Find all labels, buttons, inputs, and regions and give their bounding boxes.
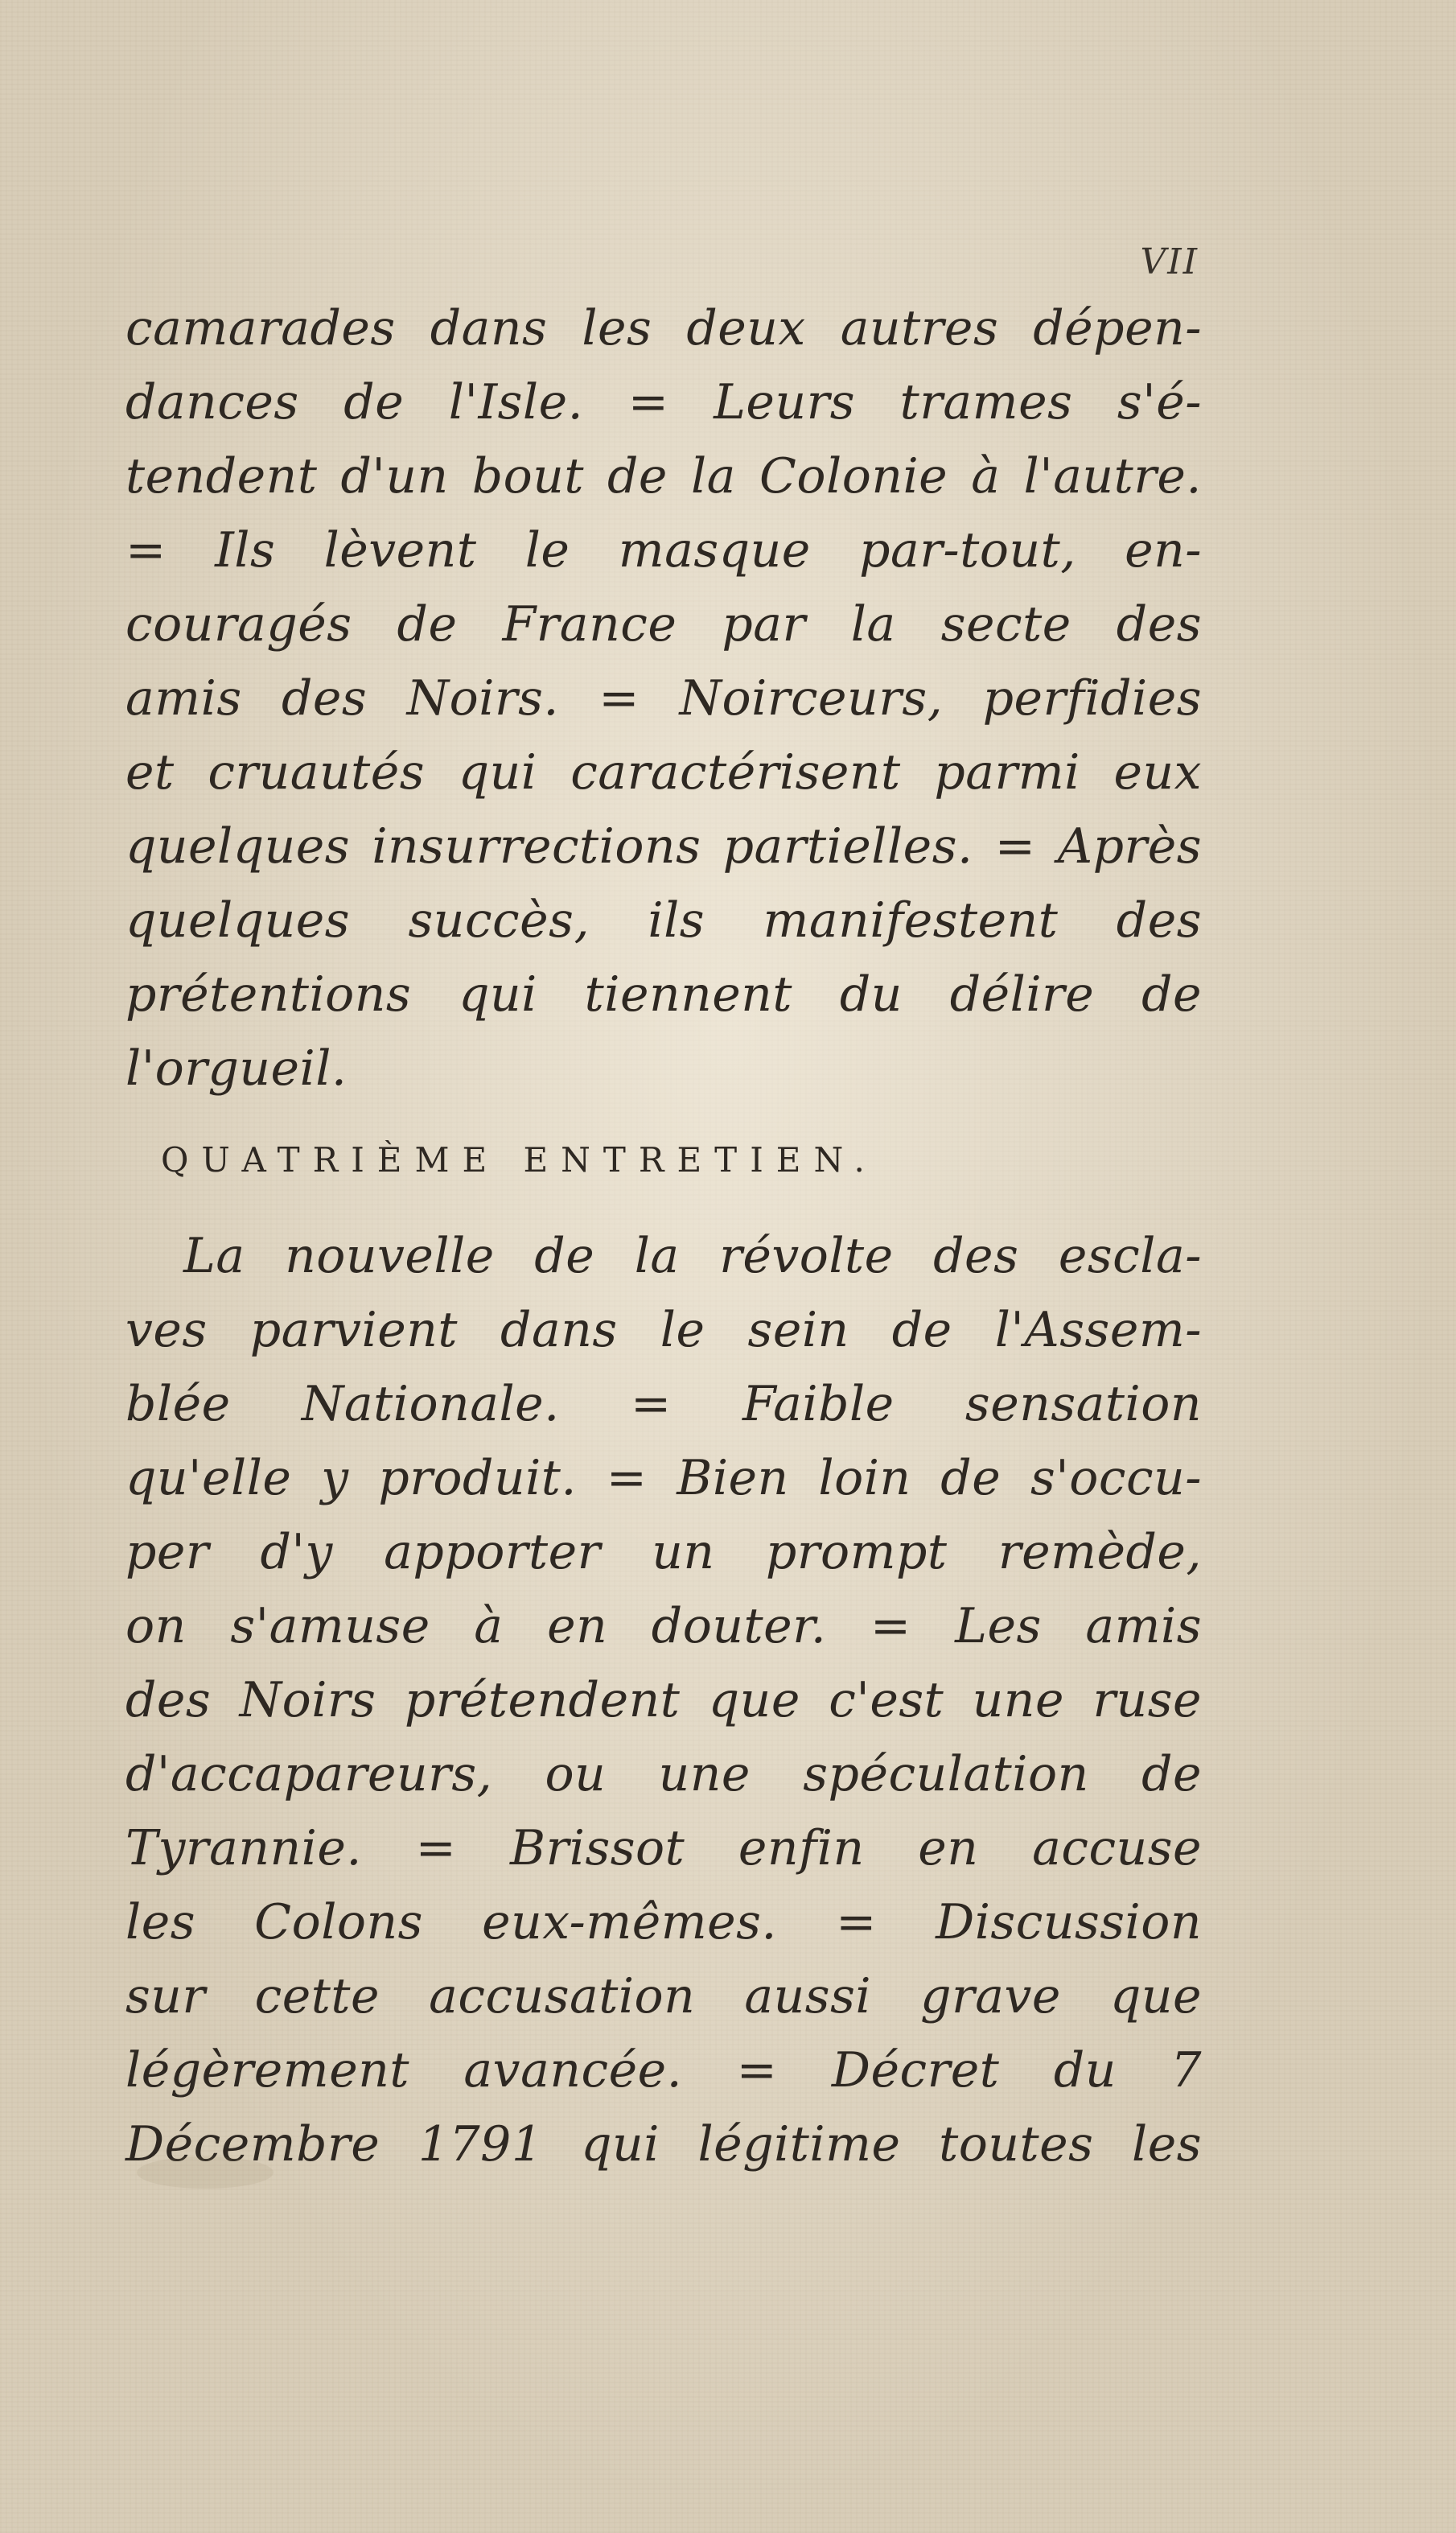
text-line: blée Nationale. = Faible sensation: [125, 1376, 1202, 1432]
text-line: et cruautés qui caractérisent parmi eux: [125, 744, 1202, 801]
text-line: tendent d'un bout de la Colonie à l'autre.: [125, 448, 1202, 505]
text-line: = Ils lèvent le masque par-tout, en-: [125, 522, 1202, 579]
text-line: Décembre 1791 qui légitime toutes les: [125, 2116, 1202, 2173]
text-line: on s'amuse à en douter. = Les amis: [125, 1598, 1202, 1654]
text-line: amis des Noirs. = Noirceurs, perfidies: [125, 670, 1202, 727]
text-line: ves parvient dans le sein de l'Assem-: [125, 1302, 1202, 1358]
paragraph-two: [125, 1219, 1202, 2181]
text-line: légèrement avancée. = Décret du 7: [125, 2042, 1202, 2098]
section-heading: QUATRIÈME ENTRETIEN.: [161, 1140, 878, 1180]
ink-bleed-mark: [137, 2156, 274, 2189]
text-line: Tyrannie. = Brissot enfin en accuse: [125, 1820, 1202, 1876]
text-line: l'orgueil.: [125, 1040, 348, 1097]
text-line: La nouvelle de la révolte des escla-: [183, 1228, 1202, 1284]
text-line: dances de l'Isle. = Leurs trames s'é-: [125, 374, 1202, 430]
text-line: les Colons eux-mêmes. = Discussion: [125, 1894, 1202, 1950]
text-line: qu'elle y produit. = Bien loin de s'occu-: [125, 1450, 1202, 1506]
page-number: VII: [1140, 241, 1199, 282]
text-line: couragés de France par la secte des: [125, 596, 1202, 653]
text-line: d'accapareurs, ou une spéculation de: [125, 1746, 1202, 1802]
paragraph-one: [125, 291, 1202, 1106]
text-line: camarades dans les deux autres dépen-: [125, 300, 1202, 356]
text-line: prétentions qui tiennent du délire de: [125, 966, 1202, 1023]
text-line: des Noirs prétendent que c'est une ruse: [125, 1672, 1202, 1728]
text-line: sur cette accusation aussi grave que: [125, 1968, 1202, 2024]
text-line: quelques insurrections partielles. = Après: [125, 818, 1202, 875]
text-line: quelques succès, ils manifestent des: [125, 892, 1202, 949]
text-line: per d'y apporter un prompt remède,: [125, 1524, 1202, 1580]
